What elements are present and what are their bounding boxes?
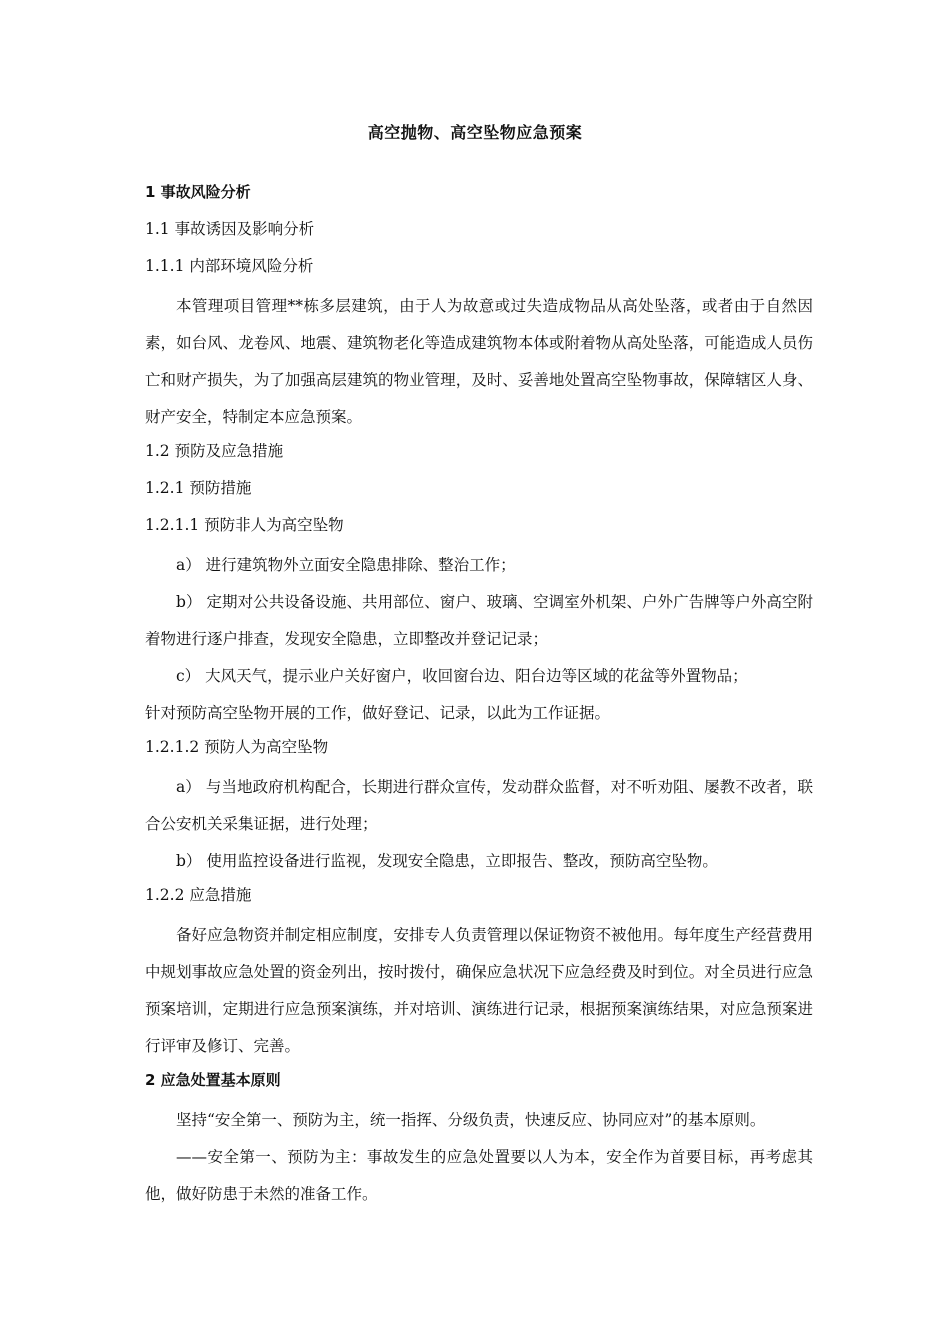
paragraph: ——安全第一、预防为主：事故发生的应急处置要以人为本，安全作为首要目标，再考虑其他，做好防患于未然的准备工作。 <box>145 1148 813 1203</box>
subsection-heading: 1.2 预防及应急措施 <box>145 442 284 460</box>
paragraph: 备好应急物资并制定相应制度，安排专人负责管理以保证物资不被他用。每年度生产经营费用中规划事故应急处置的资金列出，按时拨付，确保应急状况下应急经费及时到位。对全员进行应急预案培训，定期进行应急预案演练，并对培训、演练进行记录，根据预案演练结果，对应急预案进行评审及修订、完善。 <box>145 926 813 1055</box>
section-heading: 2 应急处置基本原则 <box>145 1071 281 1089</box>
paragraph: 本管理项目管理**栋多层建筑，由于人为故意或过失造成物品从高处坠落，或者由于自然因素，如台风、龙卷风、地震、建筑物老化等造成建筑物本体或附着物从高处坠落，可能造成人员伤亡和财产损失，为了加强高层建筑的物业管理，及时、妥善地处置高空坠物事故，保障辖区人身、财产安全，特制定本应急预案。 <box>145 297 813 426</box>
document-body <box>145 177 813 1213</box>
paragraph: b） 使用监控设备进行监视，发现安全隐患，立即报告、整改，预防高空坠物。 <box>176 852 718 870</box>
paragraph: 针对预防高空坠物开展的工作，做好登记、记录，以此为工作证据。 <box>145 704 611 722</box>
subsubsection-heading: 1.2.2 应急措施 <box>145 886 252 904</box>
paragraph: a） 进行建筑物外立面安全隐患排除、整治工作； <box>176 556 516 574</box>
clause-heading: 1.2.1.2 预防人为高空坠物 <box>145 738 329 756</box>
paragraph: a） 与当地政府机构配合，长期进行群众宣传，发动群众监督，对不听劝阻、屡教不改者，联合公安机关采集证据，进行处理； <box>145 778 813 833</box>
section-heading: 1 事故风险分析 <box>145 183 251 201</box>
paragraph: b） 定期对公共设备设施、共用部位、窗户、玻璃、空调室外机架、户外广告牌等户外高空附着物进行逐户排查，发现安全隐患，立即整改并登记记录； <box>145 593 813 648</box>
clause-heading: 1.2.1.1 预防非人为高空坠物 <box>145 516 344 534</box>
subsection-heading: 1.1 事故诱因及影响分析 <box>145 220 315 238</box>
document-title: 高空抛物、高空坠物应急预案 <box>367 123 583 142</box>
subsubsection-heading: 1.2.1 预防措施 <box>145 479 252 497</box>
paragraph: 坚持“安全第一、预防为主，统一指挥、分级负责，快速反应、协同应对”的基本原则。 <box>176 1111 766 1129</box>
subsubsection-heading: 1.1.1 内部环境风险分析 <box>145 257 314 275</box>
paragraph: c） 大风天气，提示业户关好窗户，收回窗台边、阳台边等区域的花盆等外置物品； <box>176 667 748 685</box>
